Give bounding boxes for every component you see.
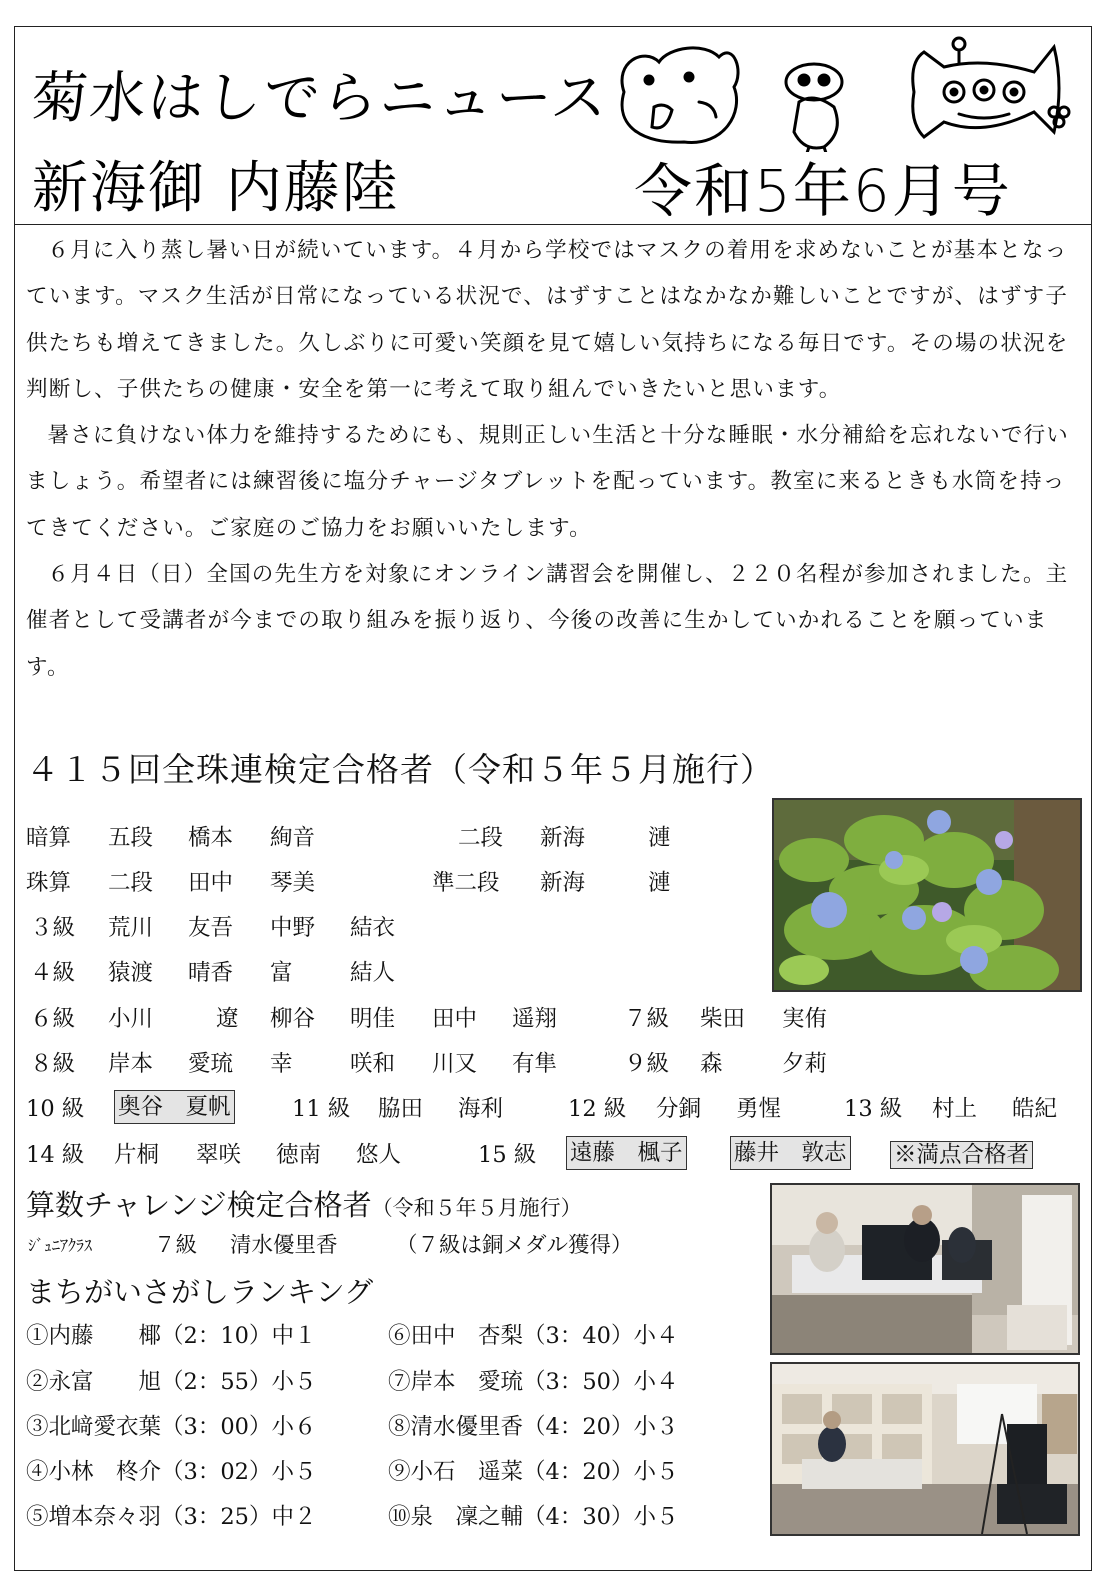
name-family: 新海 (540, 825, 586, 851)
name-family: 川又 (432, 1051, 478, 1077)
header (14, 26, 1092, 225)
math-section-title (26, 1183, 582, 1224)
exam-grade: 二段 (108, 870, 154, 896)
exam-grade: 15 級 (478, 1142, 537, 1168)
hydrangea-photo (772, 798, 1082, 992)
ranking-item: ②永富 旭（2：55）小５ (26, 1369, 317, 1395)
ranking-item: ④小林 柊介（3：02）小５ (26, 1459, 317, 1485)
figure-doodle-icon (786, 64, 842, 152)
exam-section-title: ４１５回全珠連検定合格者（令和５年５月施行） (26, 750, 774, 789)
name-given: 晴香 (188, 960, 234, 986)
name-given: 琴美 (270, 870, 316, 896)
author-name: 新海御 内藤陸 (32, 156, 400, 221)
math-title: 算数チャレンジ検定合格者 (26, 1188, 372, 1222)
exam-grade: 13 級 (844, 1096, 903, 1122)
name-family: 富 (270, 960, 293, 986)
name-family: 岸本 (108, 1051, 154, 1077)
ranking-item: ⑩泉 凜之輔（4：30）小５ (388, 1504, 679, 1530)
name-family: 橋本 (188, 825, 234, 851)
name-given: 海利 (458, 1096, 504, 1122)
name-given: 愛琉 (188, 1051, 234, 1077)
exam-grade: ８級 (30, 1051, 76, 1077)
ranking-title: まちがいさがしランキング (26, 1275, 374, 1309)
exam-grade: 14 級 (26, 1142, 85, 1168)
name-given: 遥翔 (512, 1006, 558, 1032)
exam-grade: 12 級 (568, 1096, 627, 1122)
name-given: 実侑 (782, 1006, 828, 1032)
newsletter-title: 菊水はしでらニュース (29, 66, 612, 131)
name-family: 脇田 (378, 1096, 424, 1122)
name-given: 勇惺 (736, 1096, 782, 1122)
ranking-item: ⑤増本奈々羽（3：25）中２ (26, 1504, 317, 1530)
name-given: 遼 (216, 1006, 239, 1032)
exam-grade: 二段 (458, 825, 504, 851)
name-given: 悠人 (356, 1142, 402, 1168)
ranking-item: ⑧清水優里香（4：20）小３ (388, 1414, 679, 1440)
ranking-item: ⑥田中 杏梨（3：40）小４ (388, 1323, 679, 1349)
exam-grade: ９級 (624, 1051, 670, 1077)
exam-grade: ６級 (30, 1006, 76, 1032)
name-family: 徳南 (276, 1142, 322, 1168)
seminar-photo-1 (770, 1183, 1080, 1355)
perfect-score-legend (890, 1139, 1033, 1171)
name-family: 小川 (108, 1006, 154, 1032)
math-note: （７級は銅メダル獲得） (396, 1233, 633, 1258)
fish-doodle-icon (913, 38, 1069, 137)
intro-text (26, 228, 1084, 691)
name-given: 漣 (648, 825, 671, 851)
name-given: 夕莉 (782, 1051, 828, 1077)
exam-grade: 10 級 (26, 1096, 85, 1122)
name-family: 新海 (540, 870, 586, 896)
ranking-item: ⑨小石 遥菜（4：20）小５ (388, 1459, 679, 1485)
exam-grade: ３級 (30, 915, 76, 941)
name-family: 田中 (188, 870, 234, 896)
perfect-score-name: 遠藤 楓子 (566, 1136, 687, 1170)
name-given: 翠咲 (196, 1142, 242, 1168)
name-given: 絢音 (270, 825, 316, 851)
exam-grade: 五段 (108, 825, 154, 851)
bear-doodle-icon (622, 48, 738, 143)
doodle-illustrations (604, 32, 1084, 152)
name-family: 田中 (432, 1006, 478, 1032)
name-family: 幸 (270, 1051, 293, 1077)
intro-paragraph-3: ６月４日（日）全国の先生方を対象にオンライン講習会を開催し、２２０名程が参加されました。主催者として受講者が今までの取り組みを振り返り、今後の改善に生かしていかれることを願っています。 (26, 562, 1069, 680)
name-family: 分銅 (656, 1096, 702, 1122)
issue-date: 令和5年6月号 (634, 157, 1012, 225)
math-grade: ７級 (154, 1233, 198, 1258)
name-family: 柳谷 (270, 1006, 316, 1032)
name-given: 結人 (350, 960, 396, 986)
math-class: ｼﾞｭﾆｱｸﾗｽ (28, 1236, 93, 1255)
exam-grade: 11 級 (292, 1096, 351, 1122)
perfect-score-legend-label: ※満点合格者 (890, 1141, 1033, 1169)
name-family: 荒川 (108, 915, 154, 941)
ranking-item: ⑦岸本 愛琉（3：50）小４ (388, 1369, 679, 1395)
exam-grade: ４級 (30, 960, 76, 986)
exam-grade: ７級 (624, 1006, 670, 1032)
exam-grade: 準二段 (432, 870, 500, 896)
name-given: 皓紀 (1012, 1096, 1058, 1122)
name-given: 漣 (648, 870, 671, 896)
name-given: 有隼 (512, 1051, 558, 1077)
name-family: 中野 (270, 915, 316, 941)
seminar-photo-2 (770, 1362, 1080, 1536)
name-given: 咲和 (350, 1051, 396, 1077)
exam-category: 珠算 (26, 870, 72, 896)
intro-paragraph-1: ６月に入り蒸し暑い日が続いています。４月から学校ではマスクの着用を求めないことが基本となっています。マスク生活が日常になっている状況で、はずすことはなかなか難しいことですが、はずす子供たちも増えてきました。久しぶりに可愛い笑顔を見て嬉しい気持ちになる毎日です。その場の状況を判断し、子供たちの健康・安全を第一に考えて取り組んでいきたいと思います。 (26, 238, 1069, 402)
intro-paragraph-2: 暑さに負けない体力を維持するためにも、規則正しい生活と十分な睡眠・水分補給を忘れないで行いましょう。希望者には練習後に塩分チャージタブレットを配っています。教室に来るときも水筒を持ってきてください。ご家庭のご協力をお願いいたします。 (26, 423, 1070, 541)
name-given: 結衣 (350, 915, 396, 941)
ranking-item: ①内藤 椰（2：10）中１ (26, 1323, 317, 1349)
name-family: 村上 (932, 1096, 978, 1122)
ranking-item: ③北﨑愛衣葉（3：00）小６ (26, 1414, 317, 1440)
name-family: 柴田 (700, 1006, 746, 1032)
math-name: 清水優里香 (230, 1233, 338, 1258)
exam-category: 暗算 (26, 825, 72, 851)
name-family: 片桐 (114, 1142, 160, 1168)
name-family: 猿渡 (108, 960, 154, 986)
name-given: 友吾 (188, 915, 234, 941)
name-family: 森 (700, 1051, 723, 1077)
perfect-score-name: 藤井 敦志 (730, 1136, 851, 1170)
name-given: 明佳 (350, 1006, 396, 1032)
math-title-note: （令和５年５月施行） (371, 1196, 582, 1220)
perfect-score-name: 奥谷 夏帆 (114, 1090, 235, 1124)
